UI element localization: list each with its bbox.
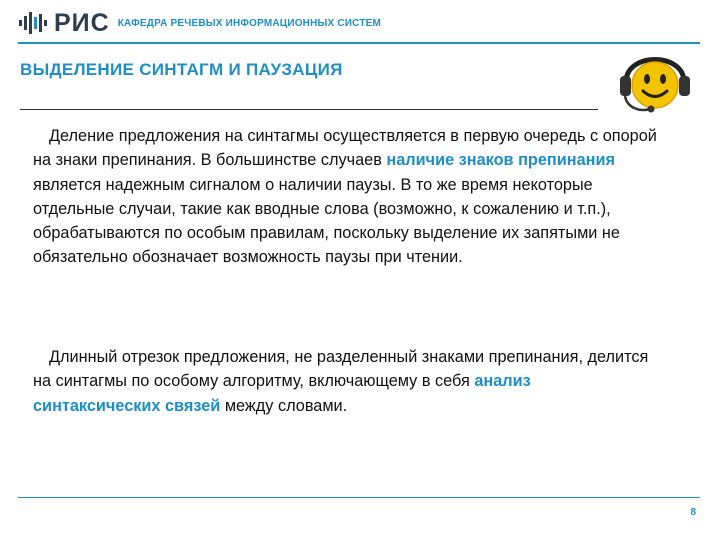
slide-title: ВЫДЕЛЕНИЕ СИНТАГМ И ПАУЗАЦИЯ (20, 60, 343, 79)
paragraph-2-text-start: Длинный отрезок предложения, не разделенный знаками препинания, делится на синтагмы по особому алгоритму, включающему в себя (33, 348, 649, 391)
paragraph-2 (33, 345, 658, 418)
page-number: 8 (690, 507, 696, 518)
paragraph-2-text-end: между словами. (220, 396, 348, 415)
paragraph-1-text-start: Деление предложения на синтагмы осуществляется в первую очередь с опорой на знаки препинания. В большинстве случаев (33, 127, 657, 170)
soundwave-logo-icon (18, 10, 48, 36)
header-divider (18, 42, 700, 44)
paragraph-1-text-end: является надежным сигналом о наличии паузы. В то же время некоторые отдельные случаи, такие как вводные слова (возможно, к сожалению и т.п.), обрабатываются по особым правилам, поскольку выделение их запятыми не обязательно обозначает возможность паузы при чтении. (33, 175, 620, 267)
header (18, 8, 381, 38)
headset-smiley-icon (610, 42, 700, 120)
title-underline (20, 109, 598, 110)
footer-divider (18, 497, 700, 498)
paragraph-1 (33, 124, 658, 270)
logo-text: РИС (54, 8, 110, 37)
department-name: КАФЕДРА РЕЧЕВЫХ ИНФОРМАЦИОННЫХ СИСТЕМ (117, 17, 382, 29)
paragraph-1-highlight: наличие знаков препинания (386, 151, 615, 170)
paragraph-2-highlight: анализ синтаксических связей (33, 372, 531, 415)
